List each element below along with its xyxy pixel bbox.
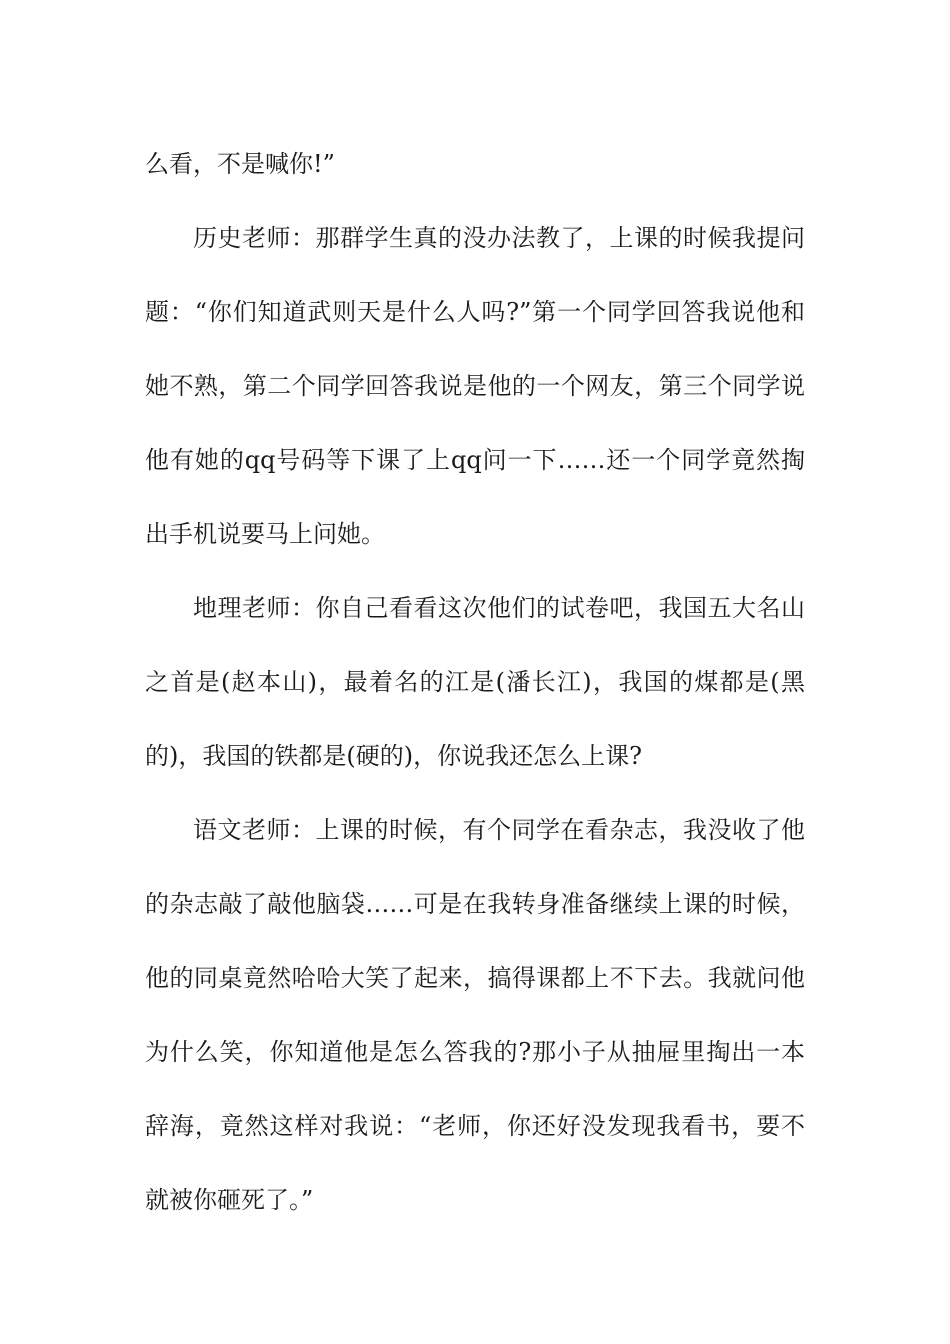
paragraph-geography-teacher: 地理老师：你自己看看这次他们的试卷吧，我国五大名山之首是(赵本山)，最着名的江是(潘长江)，我国的煤都是(黑的)，我国的铁都是(硬的)，你说我还怎么上课? <box>145 594 805 770</box>
paragraph-history-teacher: 历史老师：那群学生真的没办法教了，上课的时候我提问题：“你们知道武则天是什么人吗?”第一个同学回答我说他和她不熟，第二个同学回答我说是他的一个网友，第三个同学说他有她的qq号码等下课了上qq问一下……还一个同学竟然掏出手机说要马上问她。 <box>145 224 805 548</box>
paragraph-continuation: 么看，不是喊你!” <box>145 150 335 178</box>
document-body <box>145 127 805 1237</box>
paragraph-chinese-teacher: 语文老师：上课的时候，有个同学在看杂志，我没收了他的杂志敲了敲他脑袋……可是在我转身准备继续上课的时候，他的同桌竟然哈哈大笑了起来，搞得课都上不下去。我就问他为什么笑，你知道他是怎么答我的?那小子从抽屉里掏出一本辞海，竟然这样对我说：“老师，你还好没发现我看书，要不就被你砸死了。” <box>145 816 805 1214</box>
